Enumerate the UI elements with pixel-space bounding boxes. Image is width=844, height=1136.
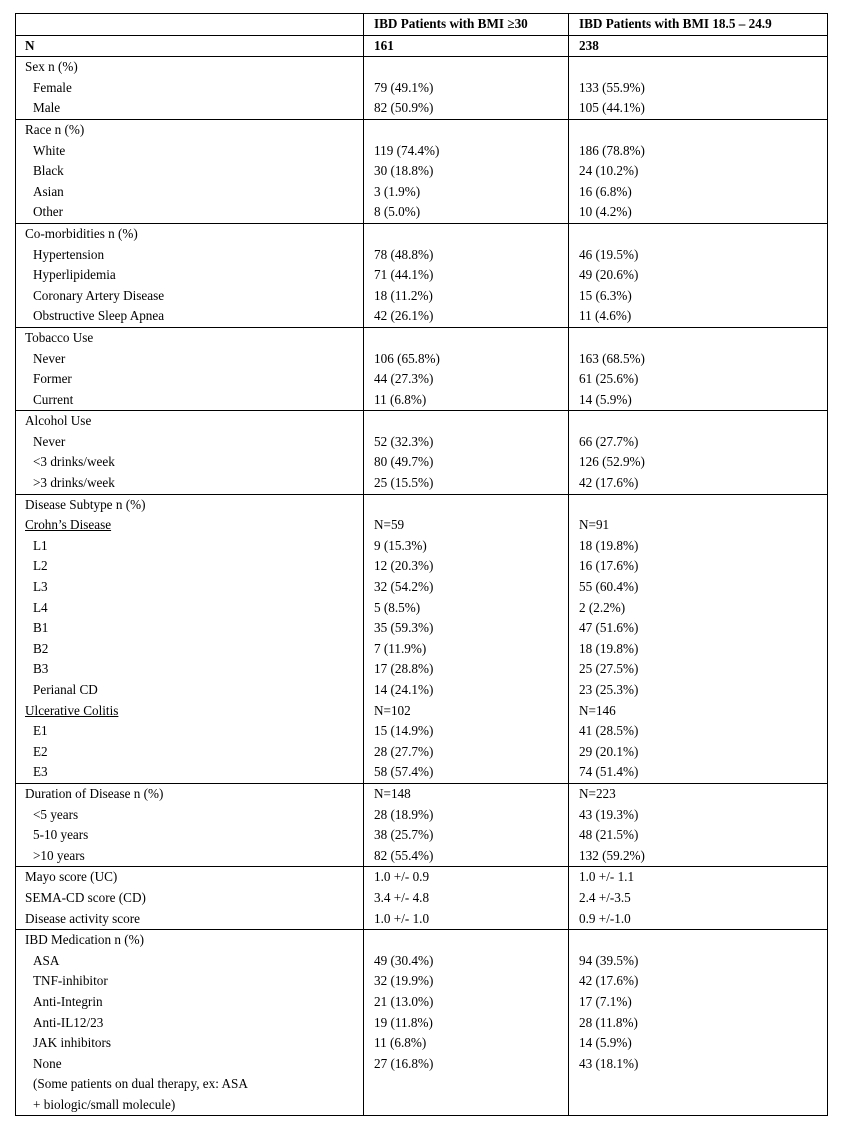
table-row <box>16 57 828 120</box>
bmi-normal-value: 15 (6.3%) <box>579 287 632 303</box>
bmi-normal-value <box>579 120 827 141</box>
bmi-normal-value: 14 (5.9%) <box>579 391 632 407</box>
col1-cell <box>364 57 569 120</box>
table-row <box>16 783 828 866</box>
row-label: Black <box>33 163 64 179</box>
bmi30-value <box>374 1095 568 1116</box>
bmi30-value: 17 (28.8%) <box>374 661 434 677</box>
bmi-normal-value: 18 (19.8%) <box>579 537 639 553</box>
header-col2-label: IBD Patients with BMI 18.5 – 24.9 <box>579 16 772 31</box>
label-cell <box>16 327 364 410</box>
bmi30-value: 82 (50.9%) <box>374 100 434 116</box>
bmi30-value: 82 (55.4%) <box>374 847 434 863</box>
col1-cell <box>364 411 569 494</box>
bmi-normal-value: 2.4 +/-3.5 <box>579 889 631 905</box>
n-col1-cell <box>364 35 569 57</box>
subgroup-label: Ulcerative Colitis <box>25 702 119 718</box>
label-cell <box>16 494 364 783</box>
bmi-normal-value: 10 (4.2%) <box>579 204 632 220</box>
row-label: Male <box>33 100 61 116</box>
bmi-normal-value <box>579 328 827 349</box>
row-label: <5 years <box>33 806 79 822</box>
row-label: E3 <box>33 764 48 780</box>
bmi30-value: 52 (32.3%) <box>374 433 434 449</box>
group-label: Tobacco Use <box>25 329 94 345</box>
row-label: L2 <box>33 558 48 574</box>
col1-cell <box>364 867 569 930</box>
bmi-normal-value: 105 (44.1%) <box>579 100 645 116</box>
col2-cell <box>569 411 828 494</box>
row-label: B3 <box>33 661 49 677</box>
bmi30-value: 58 (57.4%) <box>374 764 434 780</box>
bmi30-value: 11 (6.8%) <box>374 391 427 407</box>
bmi-normal-value: 49 (20.6%) <box>579 267 639 283</box>
bmi-normal-value: 66 (27.7%) <box>579 433 639 449</box>
row-label: + biologic/small molecule) <box>33 1096 176 1112</box>
group-label: Disease activity score <box>25 910 140 926</box>
bmi30-value: 3.4 +/- 4.8 <box>374 889 430 905</box>
bmi30-value: 7 (11.9%) <box>374 640 427 656</box>
row-label: <3 drinks/week <box>33 454 115 470</box>
bmi30-value <box>374 930 568 951</box>
n-col2-value: 238 <box>579 37 599 53</box>
header-col2 <box>569 14 828 36</box>
row-label: Obstructive Sleep Apnea <box>33 308 165 324</box>
bmi30-value: 8 (5.0%) <box>374 204 421 220</box>
row-label: L4 <box>33 599 48 615</box>
bmi-normal-value: 18 (19.8%) <box>579 640 639 656</box>
bmi30-value: 79 (49.1%) <box>374 79 434 95</box>
bmi-normal-value: 43 (19.3%) <box>579 806 639 822</box>
bmi-normal-value: 94 (39.5%) <box>579 952 639 968</box>
bmi30-value <box>374 120 568 141</box>
subgroup-label: Crohn’s Disease <box>25 517 112 533</box>
row-label: None <box>33 1055 62 1071</box>
col2-cell <box>569 930 828 1116</box>
bmi-normal-value <box>579 495 827 516</box>
label-cell <box>16 57 364 120</box>
group-label: Mayo score (UC) <box>25 869 118 885</box>
bmi-normal-value: 48 (21.5%) <box>579 827 639 843</box>
bmi30-value: 1.0 +/- 1.0 <box>374 910 430 926</box>
label-cell <box>16 223 364 327</box>
n-col1-value: 161 <box>374 37 394 53</box>
bmi-normal-value: 14 (5.9%) <box>579 1035 632 1051</box>
n-row <box>16 35 828 57</box>
group-label: Alcohol Use <box>25 413 92 429</box>
bmi30-value: 12 (20.3%) <box>374 558 434 574</box>
bmi-normal-value: 1.0 +/- 1.1 <box>579 869 635 885</box>
bmi-normal-value: N=91 <box>579 517 610 533</box>
bmi30-value: 78 (48.8%) <box>374 246 434 262</box>
bmi-normal-value: 23 (25.3%) <box>579 682 639 697</box>
row-label: 5-10 years <box>33 827 89 843</box>
bmi30-value: N=148 <box>374 785 411 801</box>
n-label: N <box>25 37 35 53</box>
col2-cell <box>569 494 828 783</box>
header-row <box>16 14 828 36</box>
bmi-normal-value: 41 (28.5%) <box>579 723 639 739</box>
bmi30-value: 38 (25.7%) <box>374 827 434 843</box>
row-label: Anti-IL12/23 <box>33 1014 104 1030</box>
row-label: Female <box>33 79 72 95</box>
bmi-normal-value: 74 (51.4%) <box>579 764 639 780</box>
row-label: Never <box>33 433 66 449</box>
bmi30-value: 1.0 +/- 0.9 <box>374 869 430 885</box>
group-label: Co-morbidities n (%) <box>25 225 138 241</box>
bmi-normal-value: 28 (11.8%) <box>579 1014 638 1030</box>
bmi30-value: N=59 <box>374 517 405 533</box>
bmi30-value: 106 (65.8%) <box>374 350 440 366</box>
bmi-normal-value: 186 (78.8%) <box>579 142 645 158</box>
bmi30-value: 9 (15.3%) <box>374 537 427 553</box>
col2-cell <box>569 867 828 930</box>
header-col1 <box>364 14 569 36</box>
bmi30-value <box>374 224 568 245</box>
bmi30-value: 30 (18.8%) <box>374 163 434 179</box>
table-row <box>16 223 828 327</box>
row-label: Anti-Integrin <box>33 993 103 1009</box>
col2-cell <box>569 327 828 410</box>
bmi-normal-value: 42 (17.6%) <box>579 973 639 989</box>
bmi-normal-value <box>579 224 827 245</box>
row-label: E1 <box>33 723 48 739</box>
row-label: B1 <box>33 620 49 636</box>
table-body <box>16 14 828 1116</box>
row-label: ASA <box>33 952 60 968</box>
col2-cell <box>569 119 828 223</box>
table-row <box>16 119 828 223</box>
group-label: Duration of Disease n (%) <box>25 785 164 801</box>
bmi30-value: 119 (74.4%) <box>374 142 440 158</box>
col1-cell <box>364 119 569 223</box>
label-cell <box>16 119 364 223</box>
group-label: Race n (%) <box>25 121 85 137</box>
row-label: Asian <box>33 183 64 199</box>
bmi-normal-value: 132 (59.2%) <box>579 847 645 863</box>
bmi-normal-value: 29 (20.1%) <box>579 743 639 759</box>
header-col1-label: IBD Patients with BMI ≥30 <box>374 16 528 31</box>
n-col2-cell <box>569 35 828 57</box>
bmi30-value <box>374 328 568 349</box>
label-cell <box>16 930 364 1116</box>
label-cell <box>16 867 364 930</box>
bmi30-value: 28 (27.7%) <box>374 743 434 759</box>
bmi30-value: 5 (8.5%) <box>374 599 421 615</box>
table-row <box>16 494 828 783</box>
table-row <box>16 411 828 494</box>
row-label: Hypertension <box>33 246 105 262</box>
header-empty-cell <box>16 14 364 36</box>
bmi30-value: 27 (16.8%) <box>374 1055 434 1071</box>
bmi30-value: 49 (30.4%) <box>374 952 434 968</box>
bmi30-value <box>374 57 568 78</box>
row-label: >10 years <box>33 847 85 863</box>
row-label: Current <box>33 391 74 407</box>
col1-cell <box>364 223 569 327</box>
table-row <box>16 327 828 410</box>
group-label: Disease Subtype n (%) <box>25 496 146 512</box>
row-label: Former <box>33 371 72 387</box>
bmi30-value: 80 (49.7%) <box>374 454 434 470</box>
row-label: Never <box>33 350 66 366</box>
col1-cell <box>364 930 569 1116</box>
group-label: IBD Medication n (%) <box>25 932 145 948</box>
bmi-normal-value: 61 (25.6%) <box>579 371 639 387</box>
row-label: L1 <box>33 537 48 553</box>
bmi30-value: 35 (59.3%) <box>374 620 434 636</box>
table-row <box>16 930 828 1116</box>
row-label: TNF-inhibitor <box>33 973 108 989</box>
bmi-normal-value: 24 (10.2%) <box>579 163 639 179</box>
patient-characteristics-table <box>15 13 828 1116</box>
bmi-normal-value: 133 (55.9%) <box>579 79 645 95</box>
bmi-normal-value <box>579 1074 827 1095</box>
col1-cell <box>364 783 569 866</box>
row-label: Other <box>33 204 64 220</box>
bmi30-value <box>374 411 568 432</box>
row-label: E2 <box>33 743 48 759</box>
row-label: Hyperlipidemia <box>33 267 116 283</box>
col2-cell <box>569 57 828 120</box>
bmi-normal-value: 0.9 +/-1.0 <box>579 910 631 926</box>
bmi-normal-value: 11 (4.6%) <box>579 308 632 324</box>
bmi30-value: 21 (13.0%) <box>374 993 434 1009</box>
bmi30-value: 11 (6.8%) <box>374 1035 427 1051</box>
n-label-cell <box>16 35 364 57</box>
bmi30-value: 19 (11.8%) <box>374 1014 433 1030</box>
col1-cell <box>364 327 569 410</box>
bmi-normal-value: N=223 <box>579 785 616 801</box>
bmi30-value: 18 (11.2%) <box>374 287 433 303</box>
bmi-normal-value <box>579 57 827 78</box>
bmi30-value: 71 (44.1%) <box>374 267 434 283</box>
col2-cell <box>569 223 828 327</box>
row-label: L3 <box>33 579 48 595</box>
bmi30-value: 44 (27.3%) <box>374 371 434 387</box>
bmi30-value: 32 (19.9%) <box>374 973 434 989</box>
group-label: SEMA-CD score (CD) <box>25 889 146 905</box>
bmi-normal-value <box>579 1095 827 1116</box>
bmi-normal-value <box>579 411 827 432</box>
bmi-normal-value: 2 (2.2%) <box>579 599 626 615</box>
row-label: (Some patients on dual therapy, ex: ASA <box>33 1076 248 1092</box>
bmi-normal-value: 47 (51.6%) <box>579 620 639 636</box>
row-label: Perianal CD <box>33 682 98 697</box>
row-label: JAK inhibitors <box>33 1035 112 1051</box>
bmi-normal-value <box>579 930 827 951</box>
bmi30-value: 25 (15.5%) <box>374 475 434 491</box>
bmi-normal-value: 163 (68.5%) <box>579 350 645 366</box>
bmi30-value: 32 (54.2%) <box>374 579 434 595</box>
bmi-normal-value: 43 (18.1%) <box>579 1055 639 1071</box>
bmi-normal-value: 25 (27.5%) <box>579 661 639 677</box>
table-row <box>16 867 828 930</box>
bmi30-value: N=102 <box>374 702 411 718</box>
group-label: Sex n (%) <box>25 59 78 75</box>
label-cell <box>16 783 364 866</box>
bmi-normal-value: 55 (60.4%) <box>579 579 639 595</box>
bmi-normal-value: 16 (17.6%) <box>579 558 639 574</box>
bmi30-value <box>374 1074 568 1095</box>
bmi30-value: 14 (24.1%) <box>374 682 434 697</box>
bmi30-value: 15 (14.9%) <box>374 723 434 739</box>
row-label: B2 <box>33 640 49 656</box>
bmi-normal-value: 17 (7.1%) <box>579 993 632 1009</box>
row-label: White <box>33 142 66 158</box>
row-label: >3 drinks/week <box>33 475 115 491</box>
bmi-normal-value: 46 (19.5%) <box>579 246 639 262</box>
bmi30-value <box>374 495 568 516</box>
row-label: Coronary Artery Disease <box>33 287 165 303</box>
col1-cell <box>364 494 569 783</box>
bmi-normal-value: 42 (17.6%) <box>579 475 639 491</box>
bmi30-value: 3 (1.9%) <box>374 183 421 199</box>
label-cell <box>16 411 364 494</box>
bmi30-value: 42 (26.1%) <box>374 308 434 324</box>
bmi-normal-value: 16 (6.8%) <box>579 183 632 199</box>
bmi-normal-value: 126 (52.9%) <box>579 454 645 470</box>
bmi-normal-value: N=146 <box>579 702 616 718</box>
bmi30-value: 28 (18.9%) <box>374 806 434 822</box>
col2-cell <box>569 783 828 866</box>
